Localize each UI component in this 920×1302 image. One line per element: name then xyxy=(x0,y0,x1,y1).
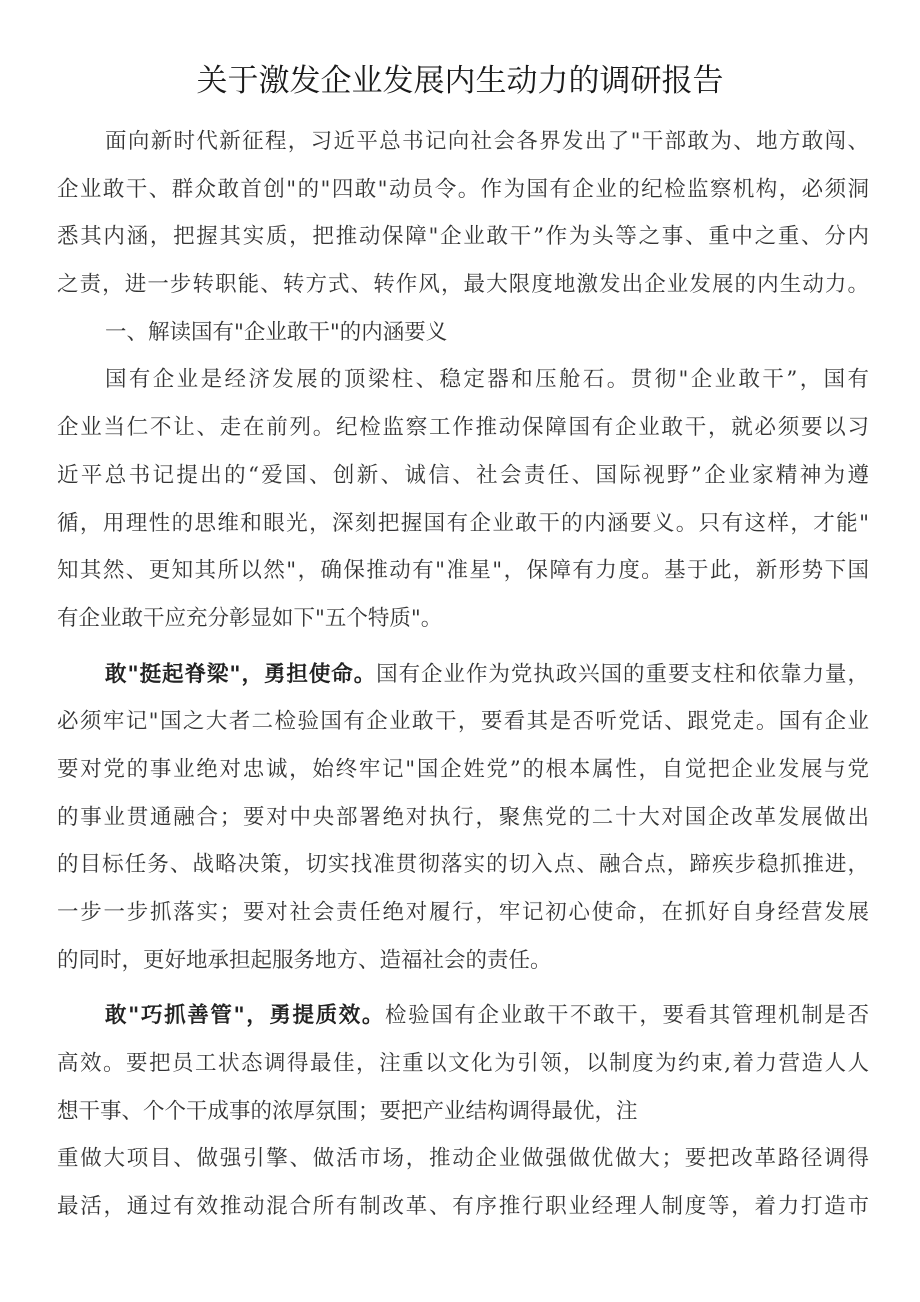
text-line: 重做大项目、做强引擎、做活市场，推动企业做强做优做大；要把改革路径调得 xyxy=(57,1146,869,1172)
text-line: 必须牢记"国之大者二检验国有企业敢干，要看其是否听党话、跟党走。国有企业 xyxy=(57,709,869,735)
paragraph-intro xyxy=(57,118,869,309)
text-line: 悉其内涵，把握其实质，把推动保障"企业敢干”作为头等之事、重中之重、分内 xyxy=(57,224,869,250)
text-line: 近平总书记提出的“爱国、创新、诚信、社会责任、国际视野”企业家精神为遵 xyxy=(57,462,869,488)
paragraph-interpretation xyxy=(57,356,869,642)
text-line: 的同时，更好地承担起服务地方、造福社会的责任。 xyxy=(57,947,552,973)
text-span: 国有企业作为党执政兴国的重要支柱和依靠力量， xyxy=(376,661,869,687)
text-line: 一步一步抓落实；要对社会责任绝对履行，牢记初心使命，在抓好自身经营发展 xyxy=(57,900,869,925)
text-line: 国有企业是经济发展的顶梁柱、稳定器和压舱石。贯彻"企业敢干”，国有 xyxy=(105,367,869,393)
text-line: 要对党的事业绝对忠诚，始终牢记"国企姓党”的根本属性，自觉把企业发展与党 xyxy=(57,756,869,782)
text-line: 知其然、更知其所以然"，确保推动有"准星"，保障有力度。基于此，新形势下国 xyxy=(57,558,869,584)
text-line: 企业敢干、群众敢首创"的"四敢"动员令。作为国有企业的纪检监察机构，必须洞 xyxy=(57,176,869,202)
text-line: 想干事、个个干成事的浓厚氛围；要把产业结构调得最优，注 xyxy=(57,1098,638,1124)
text-line xyxy=(57,651,869,699)
document-body xyxy=(57,118,869,1231)
text-line: 最活，通过有效推动混合所有制改革、有序推行职业经理人制度等，着力打造市 xyxy=(57,1194,869,1220)
text-line: 循，用理性的思维和眼光，深刻把握国有企业敢干的内涵要义。只有这样，才能" xyxy=(57,510,869,536)
text-line: 面向新时代新征程，习近平总书记向社会各界发出了"干部敢为、地方敢闯、 xyxy=(105,129,869,154)
text-line: 有企业敢干应充分彰显如下"五个特质"。 xyxy=(57,605,443,631)
paragraph-lead: 敢"巧抓善管"，勇提质效。 xyxy=(105,1003,386,1029)
text-line: 企业当仁不让、走在前列。纪检监察工作推动保障国有企业敢干，就必须要以习 xyxy=(57,415,869,441)
text-line: 的事业贯通融合；要对中央部署绝对执行，聚焦党的二十大对国企改革发展做出 xyxy=(57,804,869,830)
document-title: 关于激发企业发展内生动力的调研报告 xyxy=(196,63,724,99)
text-line: 之责，进一步转职能、转方式、转作风，最大限度地激发出企业发展的内生动力。 xyxy=(57,272,869,298)
paragraph-mission xyxy=(57,651,869,985)
text-line: 的目标任务、战略决策，切实找准贯彻落实的切入点、融合点，蹄疾步稳抓推进， xyxy=(57,852,869,878)
paragraph-efficiency xyxy=(57,992,869,1230)
paragraph-lead: 敢"挺起脊梁"，勇担使命。 xyxy=(105,661,377,687)
text-span: 检验国有企业敢干不敢干，要看其管理机制是否 xyxy=(385,1003,869,1029)
text-line xyxy=(57,992,869,1040)
text-line: 高效。要把员工状态调得最佳，注重以文化为引领，以制度为约束,着力营造人人 xyxy=(57,1051,869,1077)
section-heading: 一、解读国有"企业敢干"的内涵要义 xyxy=(105,319,448,345)
